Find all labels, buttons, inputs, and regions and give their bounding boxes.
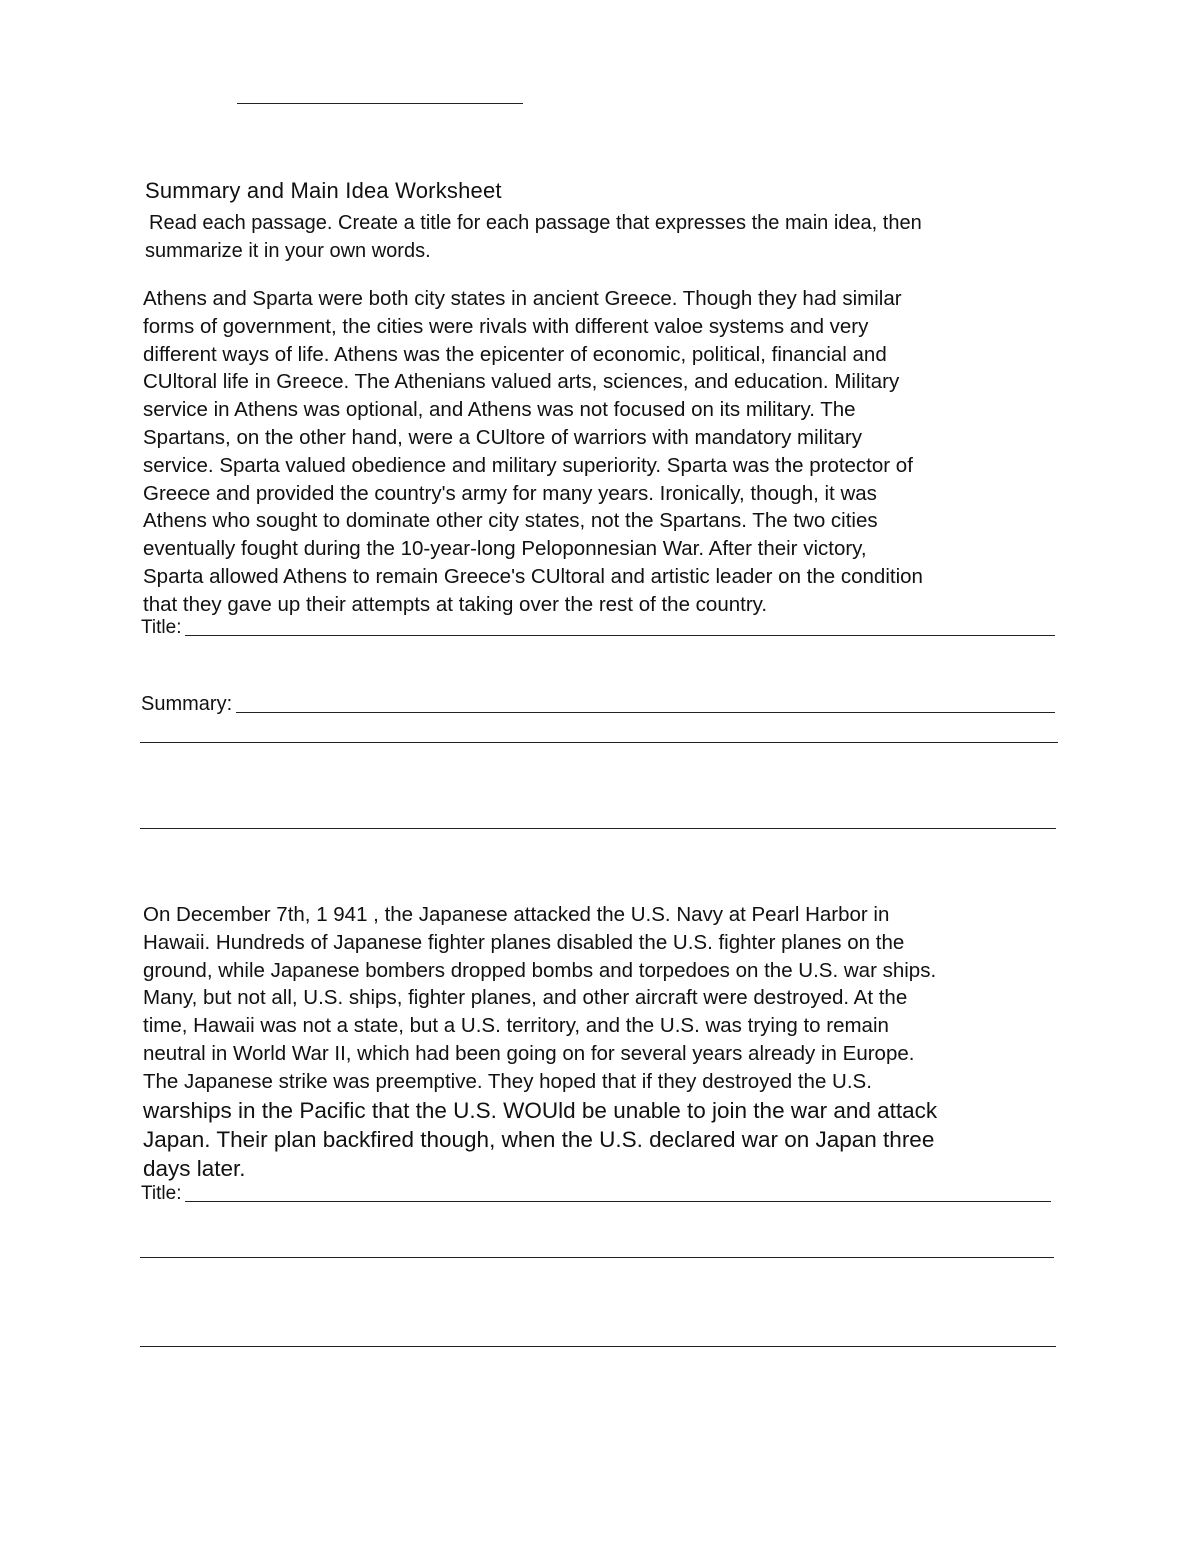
name-blank-line [237,103,523,104]
passage-line: service. Sparta valued obedience and military superiority. Sparta was the protector of [143,453,913,477]
worksheet-title: Summary and Main Idea Worksheet [145,178,502,203]
summary-label: Summary: [141,693,233,715]
title-answer-line[interactable] [185,635,1055,636]
passage1-title-field[interactable] [141,617,1055,639]
passage-line: Many, but not all, U.S. ships, fighter planes, and other aircraft were destroyed. At the [143,986,908,1010]
passage-line: warships in the Pacific that the U.S. WOUld be unable to join the war and attack [143,1097,938,1123]
passage-line: Athens who sought to dominate other city states, not the Spartans. The two cities [143,509,878,533]
passage-line: On December 7th, 1 941 , the Japanese attacked the U.S. Navy at Pearl Harbor in [143,903,890,926]
passage-line: eventually fought during the 10-year-long Peloponnesian War. After their victory, [143,537,867,561]
instructions-line-1: Read each passage. Create a title for each passage that expresses the main idea, then [149,212,922,234]
passage-line: Hawaii. Hundreds of Japanese fighter planes disabled the U.S. fighter planes on the [143,930,905,954]
passage-pearl-harbor [143,901,1083,1183]
passage-line: The Japanese strike was preemptive. They hoped that if they destroyed the U.S. [143,1069,872,1093]
passage2-title-field[interactable] [141,1183,1051,1205]
passage-line: Sparta allowed Athens to remain Greece's CUltoral and artistic leader on the condition [143,564,923,588]
title-label: Title: [141,617,182,638]
summary-answer-line[interactable] [140,1346,1056,1347]
summary-answer-line[interactable] [140,742,1058,743]
passage-line: service in Athens was optional, and Athens was not focused on its military. The [143,398,856,422]
passage-line: time, Hawaii was not a state, but a U.S. territory, and the U.S. was trying to remain [143,1014,889,1038]
passage-line: ground, while Japanese bombers dropped bombs and torpedoes on the U.S. war ships. [143,958,937,982]
summary-answer-line[interactable] [140,1257,1054,1258]
passage-line: Japan. Their plan backfired though, when the U.S. declared war on Japan three [143,1126,935,1152]
passage-line: Greece and provided the country's army for many years. Ironically, though, it was [143,481,877,505]
instructions-line-2: summarize it in your own words. [145,240,431,262]
instructions [145,209,1065,265]
passage-line: different ways of life. Athens was the epicenter of economic, political, financial and [143,342,887,366]
passage-line: Spartans, on the other hand, were a CUltore of warriors with mandatory military [143,425,862,449]
passage-athens-sparta [143,285,1083,619]
passage1-summary-field[interactable] [141,693,1055,716]
title-answer-line[interactable] [185,1201,1051,1202]
summary-answer-line[interactable] [140,828,1056,829]
passage-line: CUltoral life in Greece. The Athenians valued arts, sciences, and education. Military [143,370,900,394]
passage-line: forms of government, the cities were rivals with different valoe systems and very [143,314,869,338]
title-label: Title: [141,1183,182,1204]
summary-answer-line[interactable] [236,712,1055,713]
passage-line: Athens and Sparta were both city states in ancient Greece. Though they had similar [143,287,902,310]
passage-line: that they gave up their attempts at taking over the rest of the country. [143,592,768,616]
passage-line: days later. [143,1155,246,1181]
passage-line: neutral in World War II, which had been going on for several years already in Europe. [143,1041,915,1065]
